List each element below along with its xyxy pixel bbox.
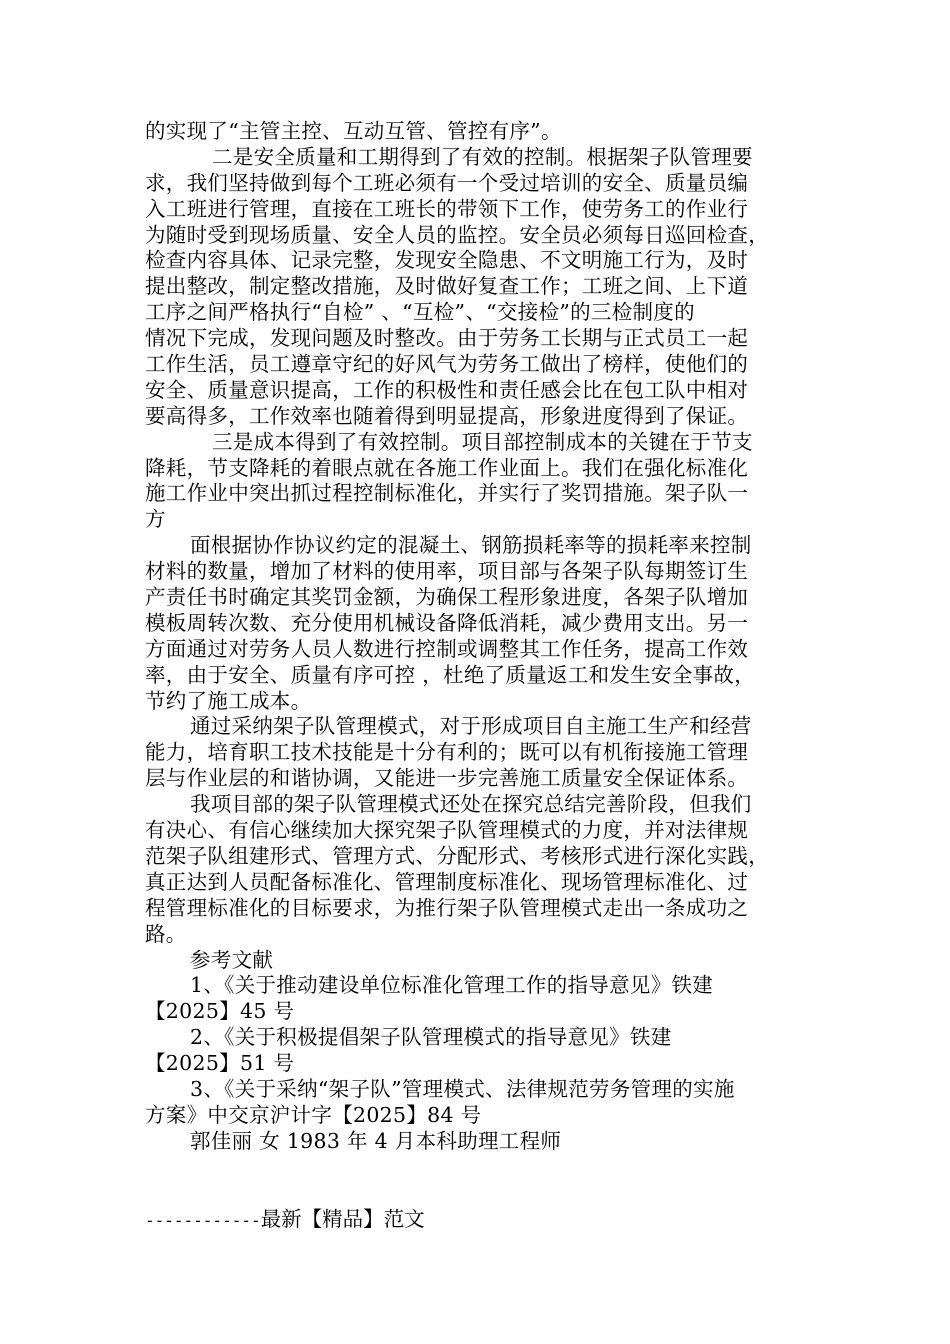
spacer [145, 1155, 813, 1206]
text-line: 模板周转次数、充分使用机械设备降低消耗，减少费用支出。另一 [145, 610, 749, 635]
text-line: 程管理标准化的目标要求，为推行架子队管理模式走出一条成功之 [145, 895, 749, 920]
text-line: 率，由于安全、质量有序可控 ，杜绝了质量返工和发生安全事故， [145, 662, 756, 687]
text-line: 为随时受到现场质量、安全人员的监控。安全员必须每日巡回检查， [145, 222, 769, 247]
text-line: 范架子队组建形式、管理方式、分配形式、考核形式进行深化实践， [145, 843, 769, 868]
text-line: 提出整改，制定整改措施，及时做好复查工作；工班之间、上下道 [145, 274, 749, 299]
footer-label: 最新【精品】范文 [260, 1206, 425, 1231]
text-line: 情况下完成，发现问题及时整改。由于劳务工长期与正式员工一起 [145, 326, 749, 351]
text-line: 工序之间严格执行“自检” 、“互检”、“交接检”的三检制度的 [145, 300, 695, 325]
text-line: 郭佳丽 女 1983 年 4 月本科助理工程师 [190, 1128, 562, 1153]
text-line: 三是成本得到了有效控制。项目部控制成本的关键在于节支 [212, 429, 753, 454]
text-line: 工作生活，员工遵章守纪的好风气为劳务工做出了榜样，使他们的 [145, 352, 749, 377]
text-line: 要高得多，工作效率也随着得到明显提高，形象进度得到了保证。 [145, 403, 749, 428]
document-body [145, 119, 813, 1155]
text-line: 方 [145, 507, 166, 532]
text-line: 【2025】45 号 [145, 999, 295, 1024]
text-line: 求，我们坚持做到每个工班必须有一个受过培训的安全、质量员编 [145, 170, 749, 195]
text-line: 降耗，节支降耗的着眼点就在各施工作业面上。我们在强化标准化 [145, 455, 749, 480]
text-line: 方面通过对劳务人员人数进行控制或调整其工作任务，提高工作效 [145, 636, 749, 661]
text-line: 能力，培育职工技术技能是十分有利的；既可以有机衔接施工管理 [145, 740, 749, 765]
footer-dashes: ------------ [145, 1210, 261, 1230]
text-line: 入工班进行管理，直接在工班长的带领下工作，使劳务工的作业行 [145, 196, 749, 221]
text-line: 真正达到人员配备标准化、管理制度标准化、现场管理标准化、过 [145, 869, 749, 894]
text-line: 面根据协作协议约定的混凝土、钢筋损耗率等的损耗率来控制 [190, 533, 752, 558]
text-line: 施工作业中突出抓过程控制标准化，并实行了奖罚措施。架子队一 [145, 481, 749, 506]
text-line: 二是安全质量和工期得到了有效的控制。根据架子队管理要 [212, 144, 753, 169]
text-line: 通过采纳架子队管理模式，对于形成项目自主施工生产和经营 [190, 714, 752, 739]
text-line: 参考文献 [190, 947, 274, 972]
document-page [145, 119, 813, 1234]
footer [145, 1206, 813, 1234]
text-line: 我项目部的架子队管理模式还处在探究总结完善阶段，但我们 [190, 792, 752, 817]
text-line: 检查内容具体、记录完整，发现安全隐患、不文明施工行为，及时 [145, 248, 749, 273]
text-line: 节约了施工成本。 [145, 688, 312, 713]
text-line: 安全、质量意识提高，工作的积极性和责任感会比在包工队中相对 [145, 377, 749, 402]
text-line: 【2025】51 号 [145, 1051, 295, 1076]
text-line: 2、《关于积极提倡架子队管理模式的指导意见》铁建 [190, 1025, 672, 1050]
text-line: 有决心、有信心继续加大探究架子队管理模式的力度，并对法律规 [145, 818, 749, 843]
text-line: 方案》中交京沪计字【2025】84 号 [145, 1102, 482, 1127]
text-line: 3、《关于采纳“架子队”管理模式、法律规范劳务管理的实施 [190, 1076, 735, 1101]
text-line: 材料的数量，增加了材料的使用率，项目部与各架子队每期签订生 [145, 559, 749, 584]
text-line: 的实现了“主管主控、互动互管、管控有序”。 [145, 119, 562, 143]
text-line: 产责任书时确定其奖罚金额，为确保工程形象进度，各架子队增加 [145, 585, 749, 610]
text-line: 1、《关于推动建设单位标准化管理工作的指导意见》铁建 [190, 973, 714, 998]
text-line: 路。 [145, 921, 187, 946]
text-line: 层与作业层的和谐协调，又能进一步完善施工质量安全保证体系。 [145, 766, 749, 791]
